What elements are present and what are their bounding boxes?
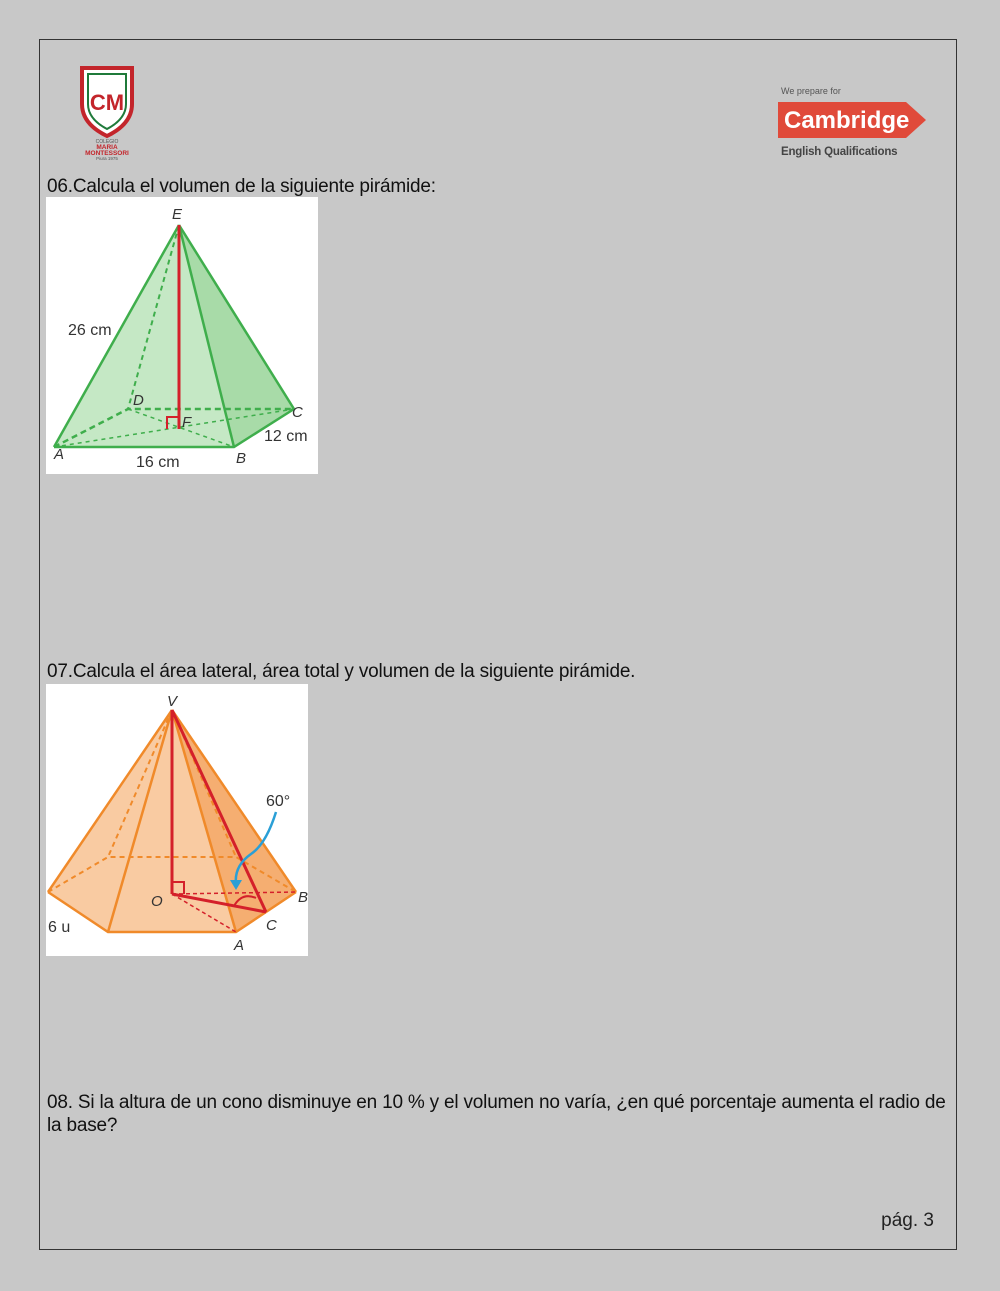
question-06-text: 06.Calcula el volumen de la siguiente pirámide: — [47, 176, 436, 197]
cambridge-name: Cambridge — [784, 107, 910, 134]
logo-line-1: COLEGIO — [95, 139, 119, 145]
hexagonal-pyramid-diagram — [46, 684, 308, 956]
crest-initials: CM — [89, 90, 125, 115]
worksheet-page — [39, 39, 957, 1250]
label-f: F — [182, 414, 192, 431]
label-a: A — [54, 446, 65, 463]
label-o: O — [151, 893, 163, 910]
question-07-text: 07.Calcula el área lateral, área total y volumen de la siguiente pirámide. — [47, 661, 636, 682]
logo-line-4: Piura 1975 — [96, 156, 118, 160]
label-b: B — [236, 450, 247, 467]
question-08-text: 08. Si la altura de un cono disminuye en 10 % y el volumen no varía, ¿en qué porcentaje aumenta el radio de la base? — [47, 1092, 946, 1136]
school-crest-icon — [70, 64, 144, 160]
logo-line-3: MONTESSORI — [85, 150, 129, 157]
label-v: V — [167, 693, 178, 710]
cambridge-flag-icon — [778, 102, 928, 138]
label-c: C — [266, 917, 277, 934]
angle-label-60: 60° — [266, 793, 291, 810]
cambridge-logo — [778, 84, 938, 164]
edge-label-26: 26 cm — [68, 322, 112, 339]
label-d: D — [133, 392, 144, 409]
pyramid-hexagonal-figure — [46, 684, 308, 956]
base-label-16: 16 cm — [136, 454, 180, 471]
label-c: C — [292, 404, 303, 421]
label-b: B — [298, 889, 308, 906]
page-number: pág. 3 — [881, 1210, 934, 1231]
cambridge-tagline: We prepare for — [781, 86, 841, 96]
label-a: A — [234, 937, 245, 954]
school-logo — [70, 64, 144, 160]
rectangular-pyramid-diagram — [46, 197, 318, 474]
side-label-6u: 6 u — [48, 919, 71, 936]
pyramid-rectangular-figure — [46, 197, 318, 474]
cambridge-subtitle: English Qualifications — [781, 146, 898, 158]
logo-line-2: MARIA — [96, 144, 118, 151]
label-e: E — [172, 206, 183, 223]
side-label-12: 12 cm — [264, 428, 308, 445]
